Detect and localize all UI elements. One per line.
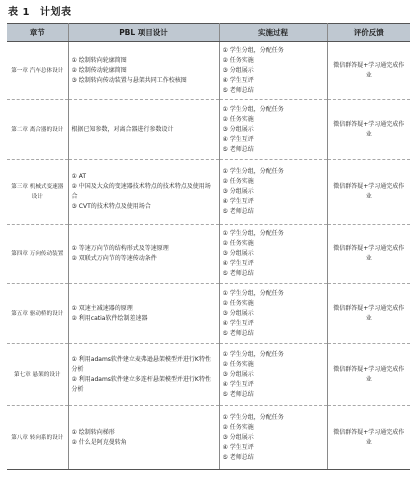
design-cell xyxy=(68,406,219,470)
process-step: ⑤ 老师总结 xyxy=(222,86,254,94)
chapter-cell: 第三章 机械式变速器设计 xyxy=(7,160,68,225)
process-step: ⑤ 老师总结 xyxy=(222,270,254,277)
process-cell xyxy=(219,284,327,344)
header-feedback: 评价反馈 xyxy=(327,24,410,42)
feedback-cell: 微信群答疑+学习通完成作业 xyxy=(327,406,410,470)
design-cell xyxy=(68,284,219,344)
process-step: ⑤ 老师总结 xyxy=(222,208,254,215)
table-row xyxy=(7,284,410,344)
design-item: ② 利用adams软件建立多连杆悬架模型并进行K特性分析 xyxy=(71,375,211,393)
table-row xyxy=(7,160,410,225)
chapter-cell: 第八章 转向系的设计 xyxy=(7,406,68,470)
header-chapter: 章节 xyxy=(7,24,68,42)
feedback-cell: 微信群答疑+学习通完成作业 xyxy=(327,225,410,284)
process-step: ⑤ 老师总结 xyxy=(222,453,254,461)
design-item: ① 绘制转向梯形 xyxy=(71,428,115,436)
chapter-cell: 第五章 驱动桥的设计 xyxy=(7,284,68,344)
table-caption xyxy=(8,3,81,17)
process-step: ① 学生分组，分配任务 xyxy=(222,350,284,358)
process-step: ② 任务实施 xyxy=(222,115,254,123)
table-row xyxy=(7,406,410,470)
process-step: ④ 学生互评 xyxy=(222,198,254,205)
process-step: ③ 分组展示 xyxy=(222,309,254,317)
header-process: 实施过程 xyxy=(219,24,327,42)
chapter-cell: 第四章 万向传动装置 xyxy=(7,225,68,284)
header-row xyxy=(7,24,410,42)
design-cell xyxy=(68,225,219,284)
process-cell xyxy=(219,344,327,406)
feedback-cell: 微信群答疑+学习通完成作业 xyxy=(327,100,410,160)
process-cell xyxy=(219,100,327,160)
process-step: ① 学生分组，分配任务 xyxy=(222,289,284,297)
process-step: ① 学生分组，分配任务 xyxy=(222,46,284,54)
design-item: ② 中国及大众的变速器技术特点的技术特点及使用场合 xyxy=(71,183,211,200)
feedback-cell: 微信群答疑+学习通完成作业 xyxy=(327,344,410,406)
design-item: ① AT xyxy=(71,173,87,180)
header-pbl-design: PBL 项目设计 xyxy=(68,24,219,42)
feedback-cell: 微信群答疑+学习通完成作业 xyxy=(327,160,410,225)
process-cell xyxy=(219,42,327,100)
design-cell xyxy=(68,42,219,100)
process-step: ④ 学生互评 xyxy=(222,76,254,84)
chapter-cell: 第七章 悬架的设计 xyxy=(7,344,68,406)
process-step: ① 学生分组，分配任务 xyxy=(222,413,284,421)
table-row xyxy=(7,344,410,406)
chapter-cell: 第二章 离合器的设计 xyxy=(7,100,68,160)
process-step: ③ 分组展示 xyxy=(222,250,254,257)
plan-table xyxy=(7,23,410,470)
design-item: ① 绘制转向轮廓简图 xyxy=(71,56,127,64)
process-step: ② 任务实施 xyxy=(222,360,254,368)
process-step: ⑤ 老师总结 xyxy=(222,145,254,153)
process-step: ④ 学生互评 xyxy=(222,443,254,451)
feedback-cell: 微信群答疑+学习通完成作业 xyxy=(327,42,410,100)
design-item: ② 什么是阿克曼转角 xyxy=(71,438,127,446)
process-step: ① 学生分组，分配任务 xyxy=(222,230,284,237)
process-step: ① 学生分组，分配任务 xyxy=(222,168,284,175)
process-step: ② 任务实施 xyxy=(222,178,254,185)
process-step: ① 学生分组，分配任务 xyxy=(222,105,284,113)
table-number: 表 1 xyxy=(8,7,30,18)
design-item: ② 双联式万向节的等速传动条件 xyxy=(71,255,157,262)
design-cell xyxy=(68,100,219,160)
process-step: ③ 分组展示 xyxy=(222,370,254,378)
table-row xyxy=(7,225,410,284)
table-row xyxy=(7,42,410,100)
design-item: ① 等速万向节的结构形式及等速原理 xyxy=(71,245,169,252)
process-cell xyxy=(219,225,327,284)
feedback-cell: 微信群答疑+学习通完成作业 xyxy=(327,284,410,344)
process-step: ③ 分组展示 xyxy=(222,66,254,74)
process-step: ③ 分组展示 xyxy=(222,433,254,441)
design-item: ① 利用adams软件建立麦弗逊悬架模型并进行K特性分析 xyxy=(71,355,211,373)
process-step: ② 任务实施 xyxy=(222,423,254,431)
design-item: ② 绘制传动轮廓简图 xyxy=(71,66,127,74)
process-step: ④ 学生互评 xyxy=(222,135,254,143)
process-step: ⑤ 老师总结 xyxy=(222,329,254,337)
process-cell xyxy=(219,406,327,470)
design-item: ③ 绘制转向传动装置与悬架共同工作校核图 xyxy=(71,76,187,84)
design-item: ① 双速主减速器的原理 xyxy=(71,304,133,312)
table-title: 计划表 xyxy=(39,7,72,18)
process-step: ④ 学生互评 xyxy=(222,319,254,327)
process-step: ② 任务实施 xyxy=(222,299,254,307)
design-item: ③ CVT的技术特点及使用场合 xyxy=(71,203,151,210)
table-row xyxy=(7,100,410,160)
design-cell xyxy=(68,160,219,225)
process-step: ④ 学生互评 xyxy=(222,380,254,388)
design-cell xyxy=(68,344,219,406)
process-cell xyxy=(219,160,327,225)
chapter-cell: 第一章 汽车总体设计 xyxy=(7,42,68,100)
process-step: ⑤ 老师总结 xyxy=(222,390,254,398)
design-item: 根据已知参数，对离合器进行参数设计 xyxy=(71,125,174,133)
process-step: ③ 分组展示 xyxy=(222,125,254,133)
process-step: ② 任务实施 xyxy=(222,56,254,64)
process-step: ③ 分组展示 xyxy=(222,188,254,195)
process-step: ② 任务实施 xyxy=(222,240,254,247)
design-item: ② 利用catia软件绘制差速器 xyxy=(71,314,148,322)
process-step: ④ 学生互评 xyxy=(222,260,254,267)
